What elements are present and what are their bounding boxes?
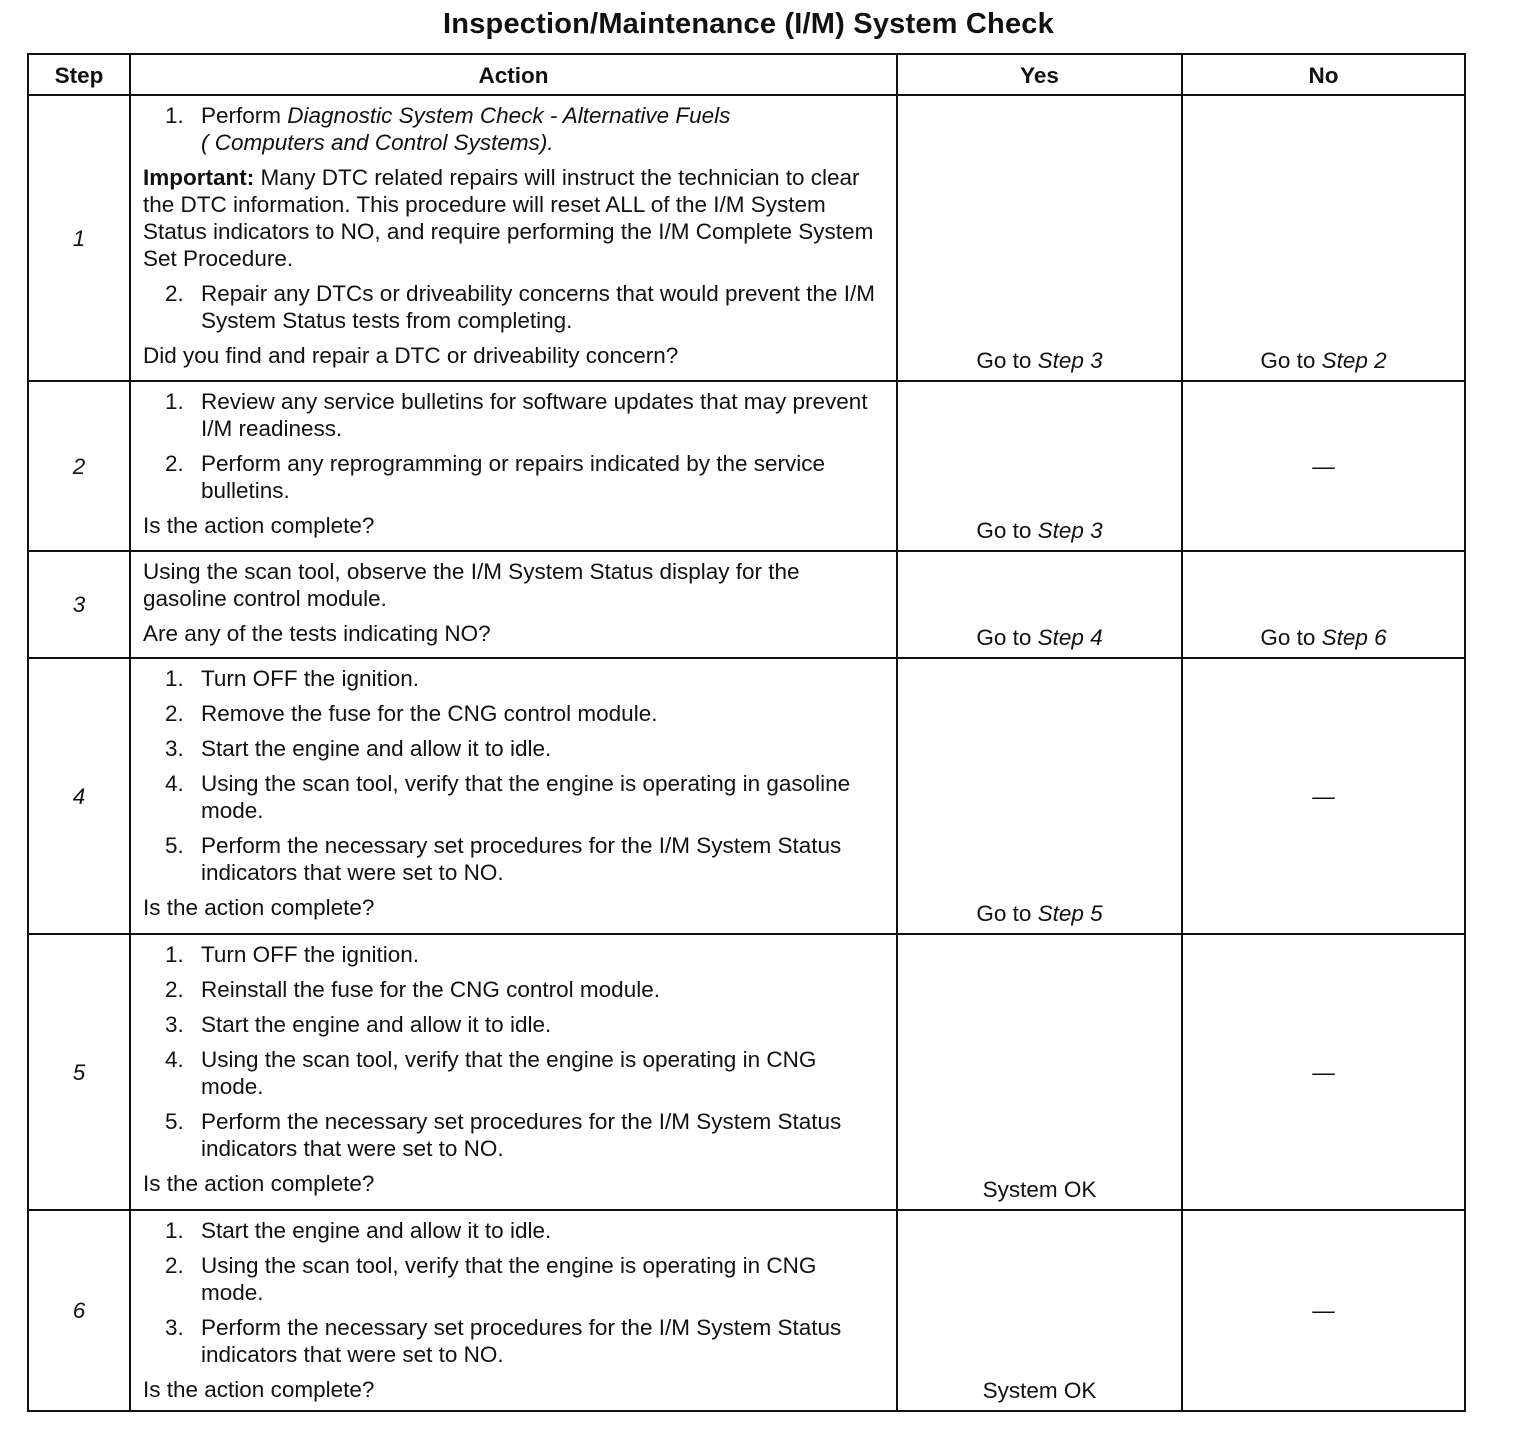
action-cell [130,934,897,1210]
step-number: 6 [28,1210,130,1411]
question: Did you find and repair a DTC or driveability concern? [143,343,679,368]
question: Is the action complete? [143,1171,375,1196]
action-cell [130,551,897,658]
yes-cell: System OK [897,934,1182,1210]
yes-cell: Go to Step 5 [897,658,1182,934]
table-row [28,95,1465,381]
question: Are any of the tests indicating NO? [143,621,491,646]
yes-cell: System OK [897,1210,1182,1411]
table-row [28,934,1465,1210]
list-item: 5. Perform the necessary set procedures for the I/M System Status indicators that were set to NO. [165,1109,842,1161]
table-row [28,658,1465,934]
list-item: 4. Using the scan tool, verify that the engine is operating in CNG mode. [165,1047,817,1099]
yes-step-link: Step 3 [1037,348,1103,373]
no-cell: — [1182,1210,1465,1411]
action-text: Using the scan tool, observe the I/M System Status display for the gasoline control module. [143,559,800,611]
list-item: 1. Review any service bulletins for software updates that may prevent I/M readiness. [165,389,868,441]
no-cell: Go to Step 2 [1182,95,1465,381]
header-row [28,54,1465,95]
reference-subtitle: ( Computers and Control Systems). [201,130,554,155]
list-item: 3. Perform the necessary set procedures for the I/M System Status indicators that were set to NO. [165,1315,842,1367]
table-row [28,1210,1465,1411]
table-row [28,551,1465,658]
no-cell: — [1182,381,1465,551]
list-item: 2. Repair any DTCs or driveability concerns that would prevent the I/M System Status tests from completing. [165,281,876,333]
yes-step-link: Step 3 [1037,518,1103,543]
list-item: 1. Start the engine and allow it to idle. [165,1218,552,1243]
list-item: 5. Perform the necessary set procedures for the I/M System Status indicators that were set to NO. [165,833,842,885]
step-number: 5 [28,934,130,1210]
no-cell: — [1182,658,1465,934]
reference-link: Diagnostic System Check - Alternative Fuels [287,103,731,128]
step-number: 4 [28,658,130,934]
step-number: 3 [28,551,130,658]
list-item: 2. Perform any reprogramming or repairs indicated by the service bulletins. [165,451,826,503]
header-step: Step [28,54,130,95]
list-item: 4. Using the scan tool, verify that the engine is operating in gasoline mode. [165,771,851,823]
list-item: 3. Start the engine and allow it to idle. [165,1012,552,1037]
yes-cell: Go to Step 3 [897,381,1182,551]
step-number: 1 [28,95,130,381]
list-item: 1. Perform Diagnostic System Check - Alternative Fuels ( Computers and Control Systems). [165,103,731,155]
page-title: Inspection/Maintenance (I/M) System Check [443,8,1054,40]
yes-cell: Go to Step 4 [897,551,1182,658]
table-row [28,381,1465,551]
yes-step-link: Step 5 [1037,901,1103,926]
yes-step-link: Step 4 [1037,625,1103,650]
action-cell [130,381,897,551]
system-check-table [27,53,1466,1412]
question: Is the action complete? [143,513,375,538]
header-yes: Yes [897,54,1182,95]
no-cell: Go to Step 6 [1182,551,1465,658]
important-label: Important: [143,165,255,190]
list-item: 2. Remove the fuse for the CNG control module. [165,701,658,726]
list-item: 3. Start the engine and allow it to idle. [165,736,552,761]
list-item: 2. Using the scan tool, verify that the engine is operating in CNG mode. [165,1253,817,1305]
no-cell: — [1182,934,1465,1210]
action-cell [130,1210,897,1411]
list-item: 1. Turn OFF the ignition. [165,666,420,691]
yes-cell: Go to Step 3 [897,95,1182,381]
action-cell [130,95,897,381]
important-note: Important: Many DTC related repairs will instruct the technician to clear the DTC information. This procedure will reset ALL of the I/M System Status indicators to NO, and require performing the I/M Complete System Set Procedure. [143,165,874,271]
header-no: No [1182,54,1465,95]
step-number: 2 [28,381,130,551]
list-item: 1. Turn OFF the ignition. [165,942,420,967]
list-item: 2. Reinstall the fuse for the CNG control module. [165,977,660,1002]
question: Is the action complete? [143,1377,375,1402]
no-step-link: Step 6 [1321,625,1387,650]
no-step-link: Step 2 [1321,348,1387,373]
action-cell [130,658,897,934]
header-action: Action [130,54,897,95]
question: Is the action complete? [143,895,375,920]
